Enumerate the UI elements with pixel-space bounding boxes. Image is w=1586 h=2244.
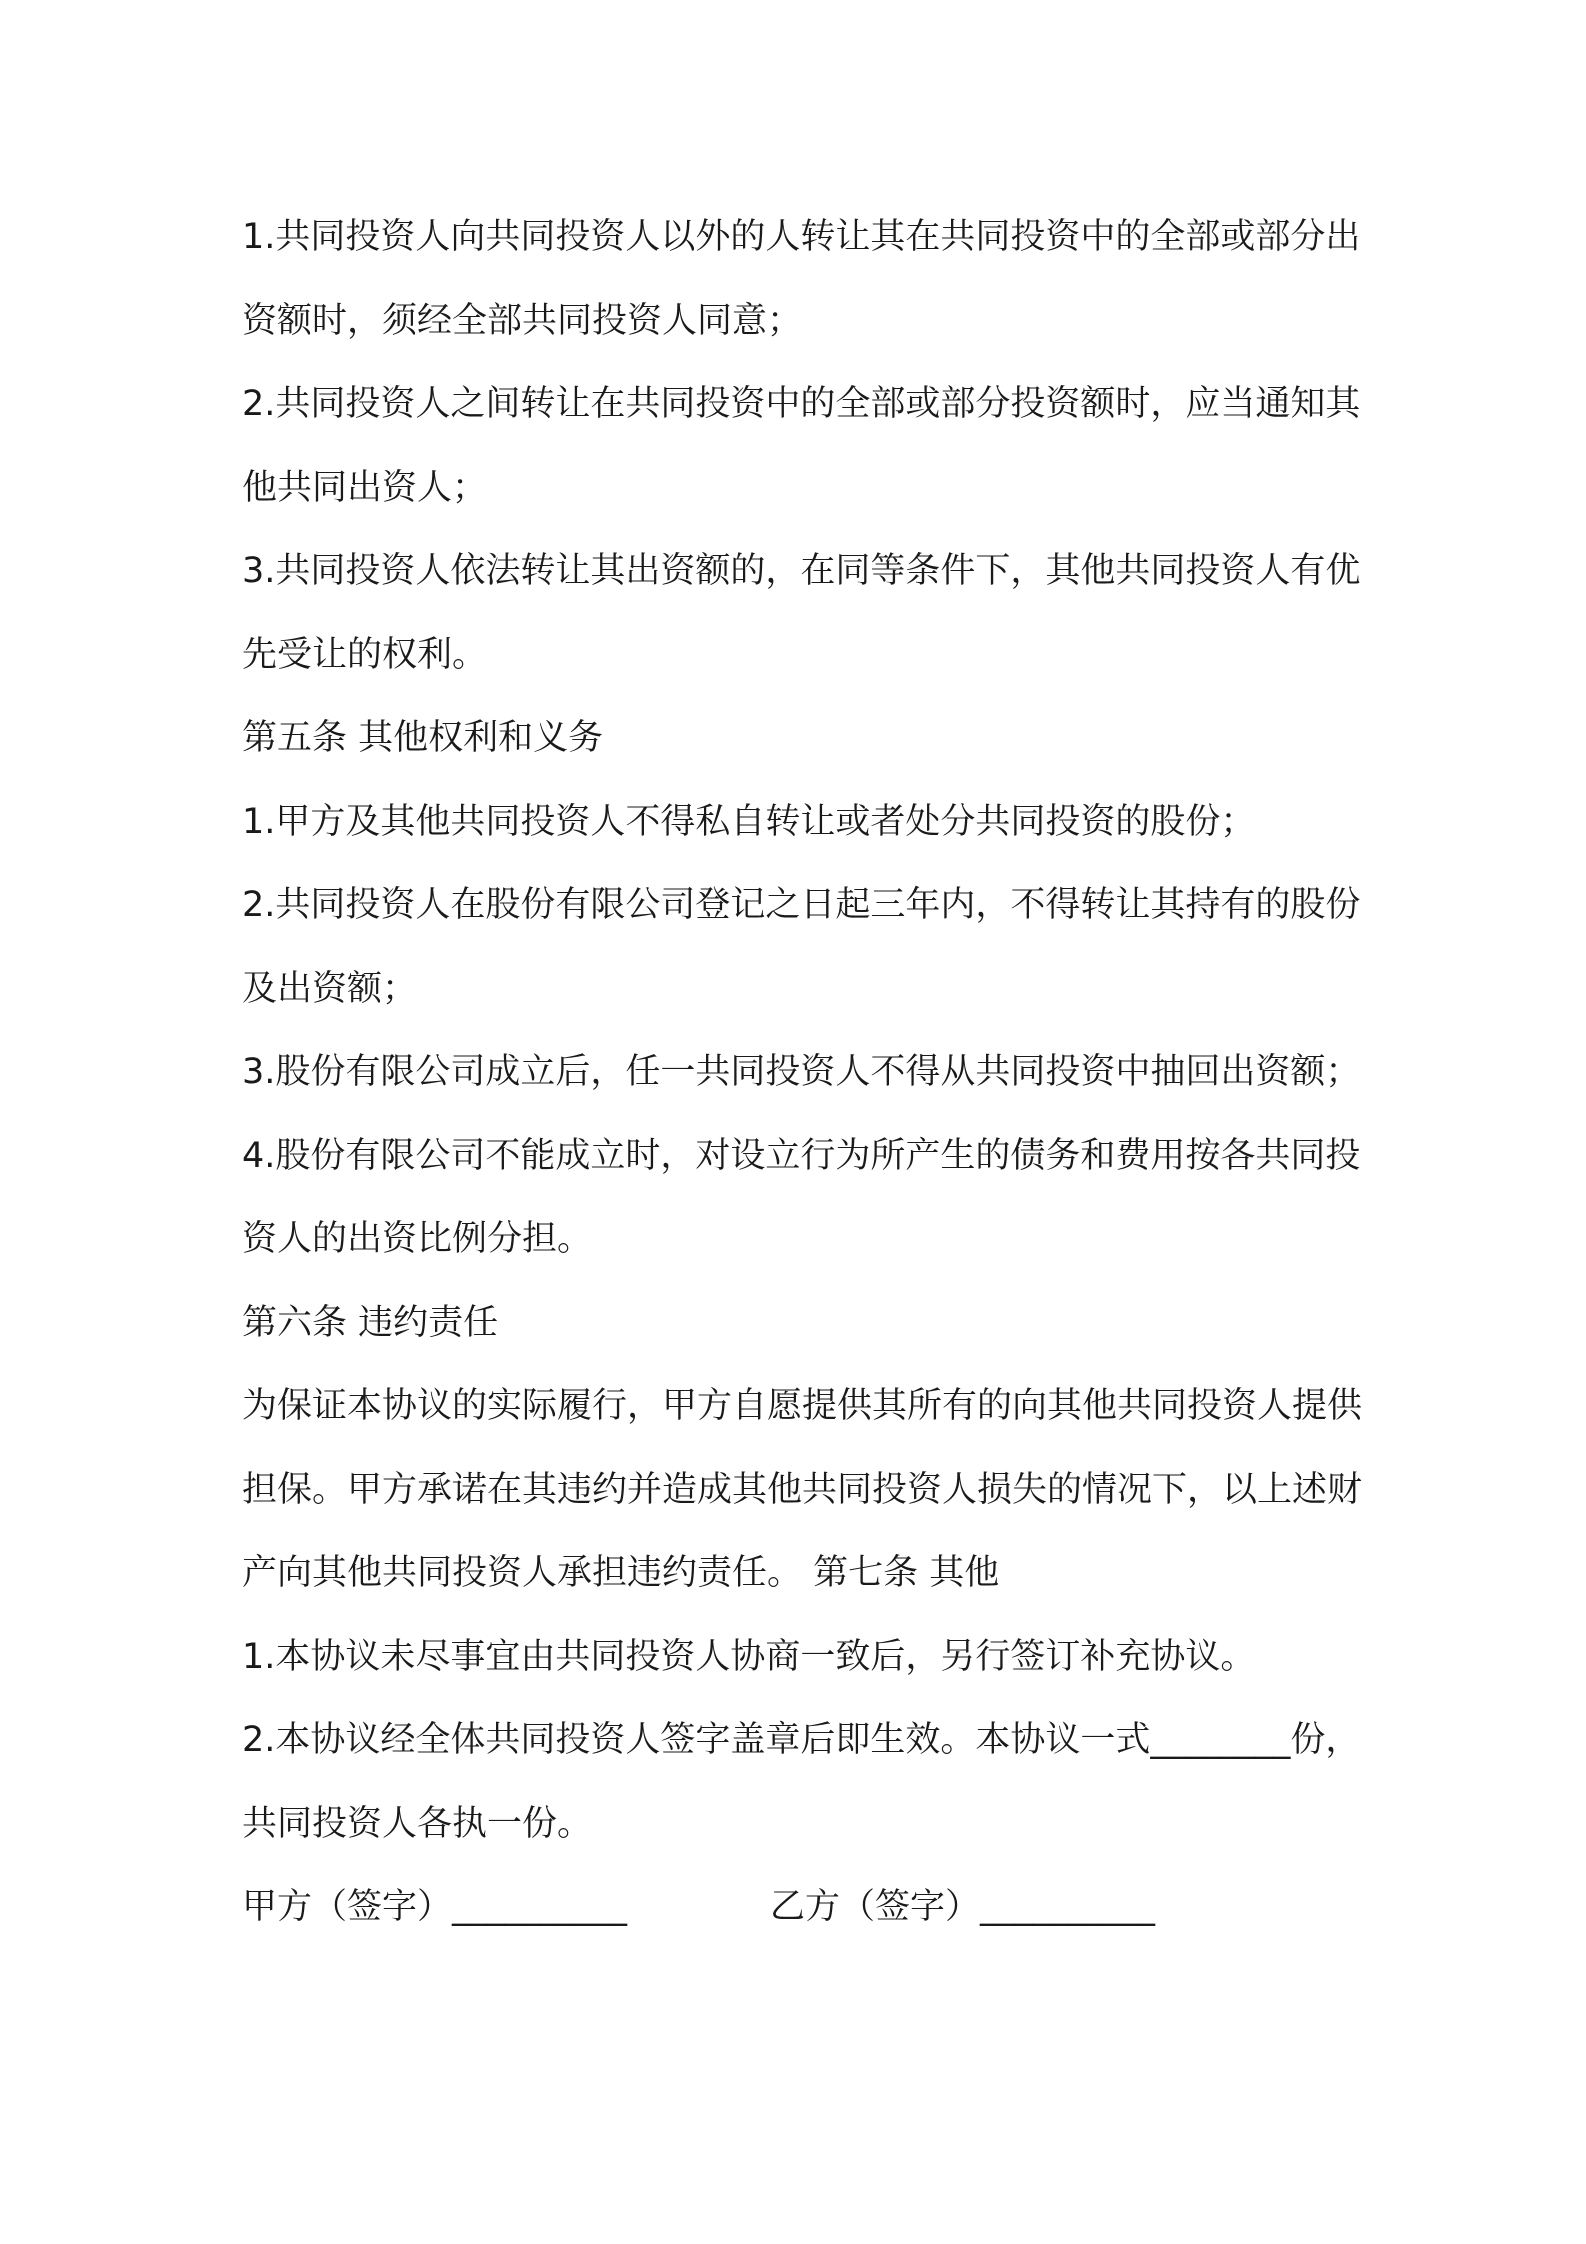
clause-paragraph: 1.共同投资人向共同投资人以外的人转让其在共同投资中的全部或部分出资额时，须经全部共同投资人同意； [242,217,1361,341]
clause-paragraph: 3.共同投资人依法转让其出资额的，在同等条件下，其他共同投资人有优先受让的权利。 [242,551,1361,675]
clause-paragraph: 2.本协议经全体共同投资人签字盖章后即生效。本协议一式________份，共同投资人各执一份。 [242,1720,1361,1844]
clause-paragraph: 3.股份有限公司成立后，任一共同投资人不得从共同投资中抽回出资额； [242,1052,1361,1092]
document-body [242,196,1362,1950]
signature-party-b: 乙方（签字）__________ [770,1887,1156,1927]
signature-row [242,1866,1362,1950]
clause-paragraph: 为保证本协议的实际履行，甲方自愿提供其所有的向其他共同投资人提供担保。甲方承诺在其违约并造成其他共同投资人损失的情况下，以上述财产向其他共同投资人承担违约责任。 第七条 其他 [242,1386,1363,1593]
clause-paragraph: 2.共同投资人在股份有限公司登记之日起三年内，不得转让其持有的股份及出资额； [242,885,1361,1009]
article-heading-5: 第五条 其他权利和义务 [242,718,604,758]
clause-paragraph: 1.本协议未尽事宜由共同投资人协商一致后，另行签订补充协议。 [242,1636,1256,1677]
clause-paragraph: 1.甲方及其他共同投资人不得私自转让或者处分共同投资的股份； [242,801,1256,842]
clause-paragraph: 2.共同投资人之间转让在共同投资中的全部或部分投资额时，应当通知其他共同出资人； [242,384,1361,508]
clause-paragraph: 4.股份有限公司不能成立时，对设立行为所产生的债务和费用按各共同投资人的出资比例分担。 [242,1135,1361,1259]
signature-party-a: 甲方（签字）__________ [242,1887,628,1927]
article-heading-6: 第六条 违约责任 [242,1302,499,1343]
